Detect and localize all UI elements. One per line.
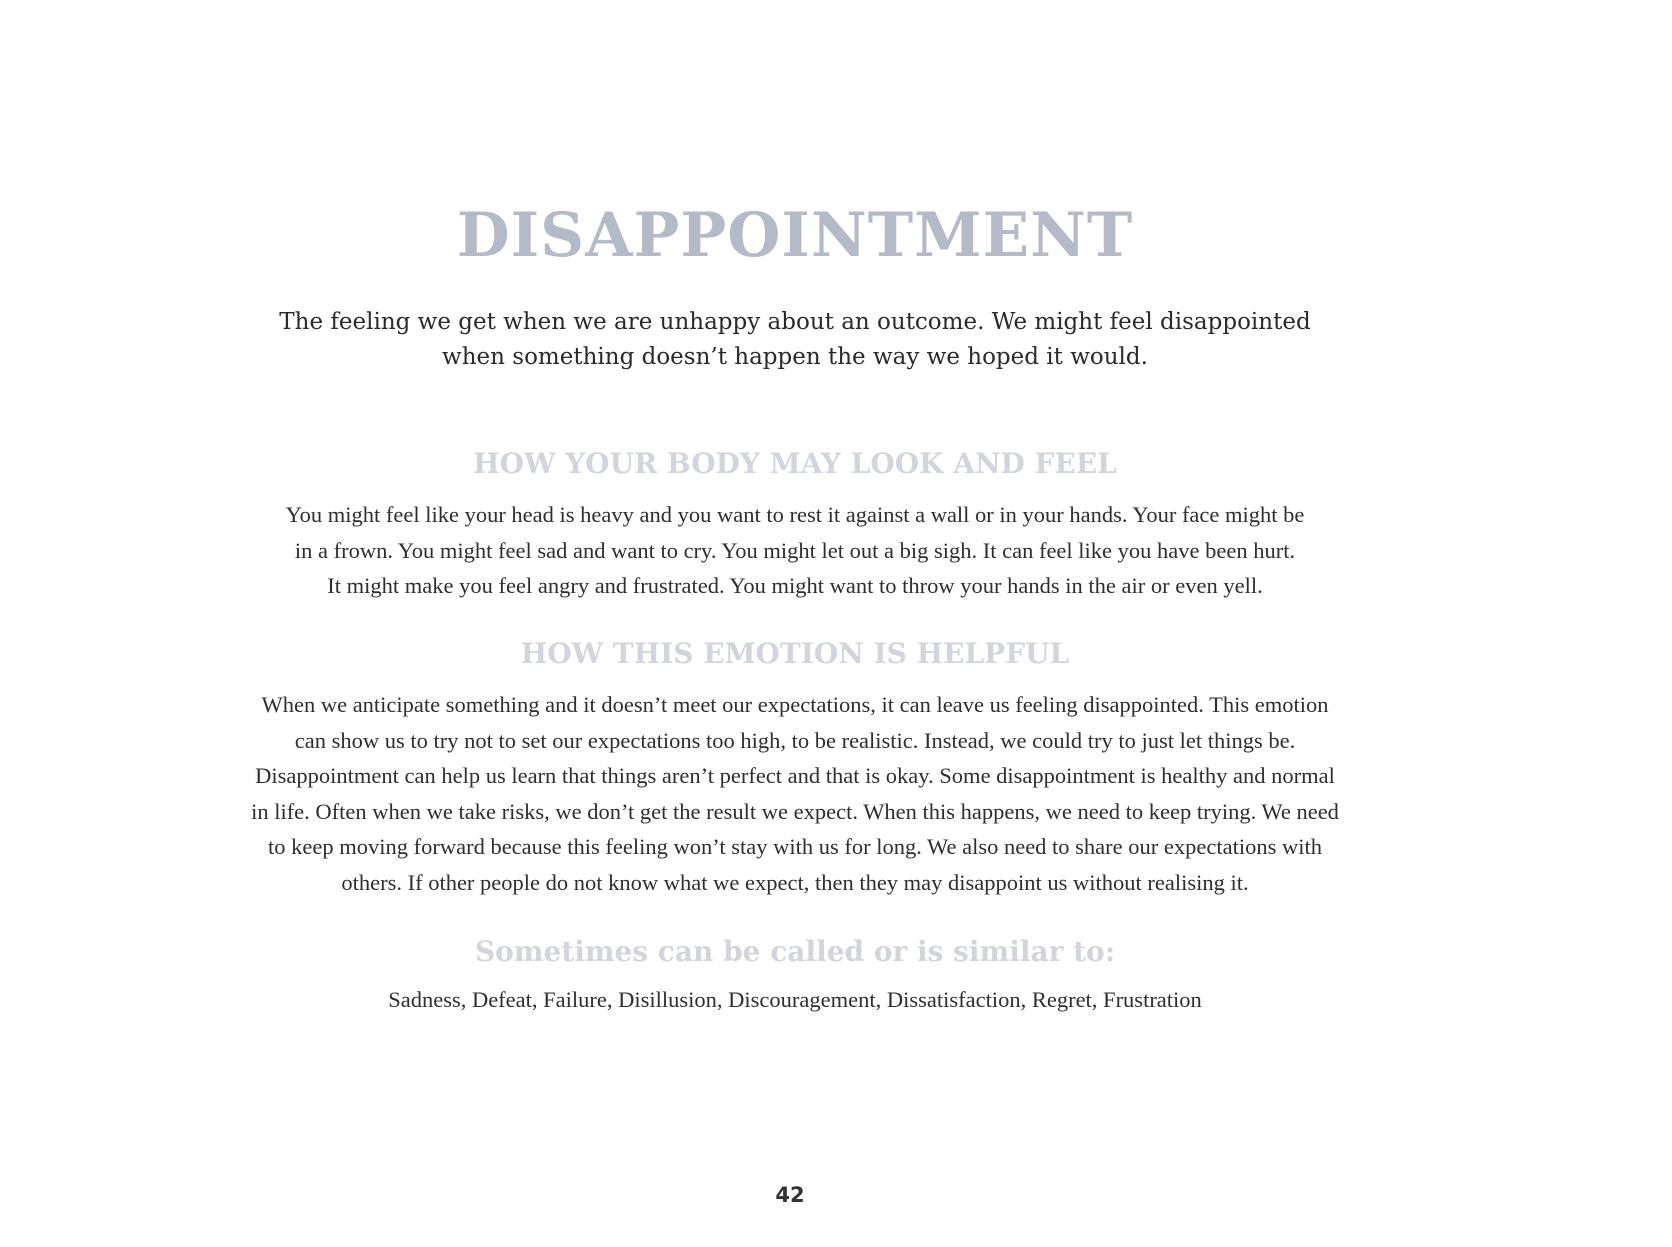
section-helpful-text xyxy=(150,687,1440,900)
helpful-line: to keep moving forward because this feeling won’t stay with us for long. We also need to share our expectations with xyxy=(268,834,1322,859)
helpful-line: others. If other people do not know what we expect, then they may disappoint us without realising it. xyxy=(341,869,1249,895)
helpful-line: When we anticipate something and it doesn’t meet our expectations, it can leave us feeling disappointed. This emotion xyxy=(261,692,1329,717)
helpful-line: in life. Often when we take risks, we don’t get the result we expect. When this happens, we need to keep trying. We need xyxy=(251,798,1339,824)
definition-line: when something doesn’t happen the way we hoped it would. xyxy=(442,344,1148,370)
similar-list: Sadness, Defeat, Failure, Disillusion, Discouragement, Dissatisfaction, Regret, Frustration xyxy=(388,987,1202,1012)
section-heading-helpful: HOW THIS EMOTION IS HELPFUL xyxy=(520,637,1070,670)
section-heading-body: HOW YOUR BODY MAY LOOK AND FEEL xyxy=(473,447,1117,480)
body-line: You might feel like your head is heavy and you want to rest it against a wall or in your hands. Your face might be xyxy=(285,502,1305,527)
definition-line: The feeling we get when we are unhappy about an outcome. We might feel disappointed xyxy=(279,309,1311,335)
body-line: It might make you feel angry and frustrated. You might want to throw your hands in the air or even yell. xyxy=(327,573,1263,598)
helpful-line: can show us to try not to set our expectations too high, to be realistic. Instead, we could try to just let things be. xyxy=(294,727,1296,753)
definition-text xyxy=(150,305,1440,375)
page-number: 42 xyxy=(775,1183,805,1207)
page-title: DISAPPOINTMENT xyxy=(456,200,1134,271)
similar-heading: Sometimes can be called or is similar to: xyxy=(474,935,1116,968)
body-line: in a frown. You might feel sad and want to cry. You might let out a big sigh. It can feel like you have been hurt. xyxy=(294,537,1296,563)
helpful-line: Disappointment can help us learn that things aren’t perfect and that is okay. Some disappointment is healthy and normal xyxy=(255,763,1335,788)
section-body-text xyxy=(150,497,1440,604)
